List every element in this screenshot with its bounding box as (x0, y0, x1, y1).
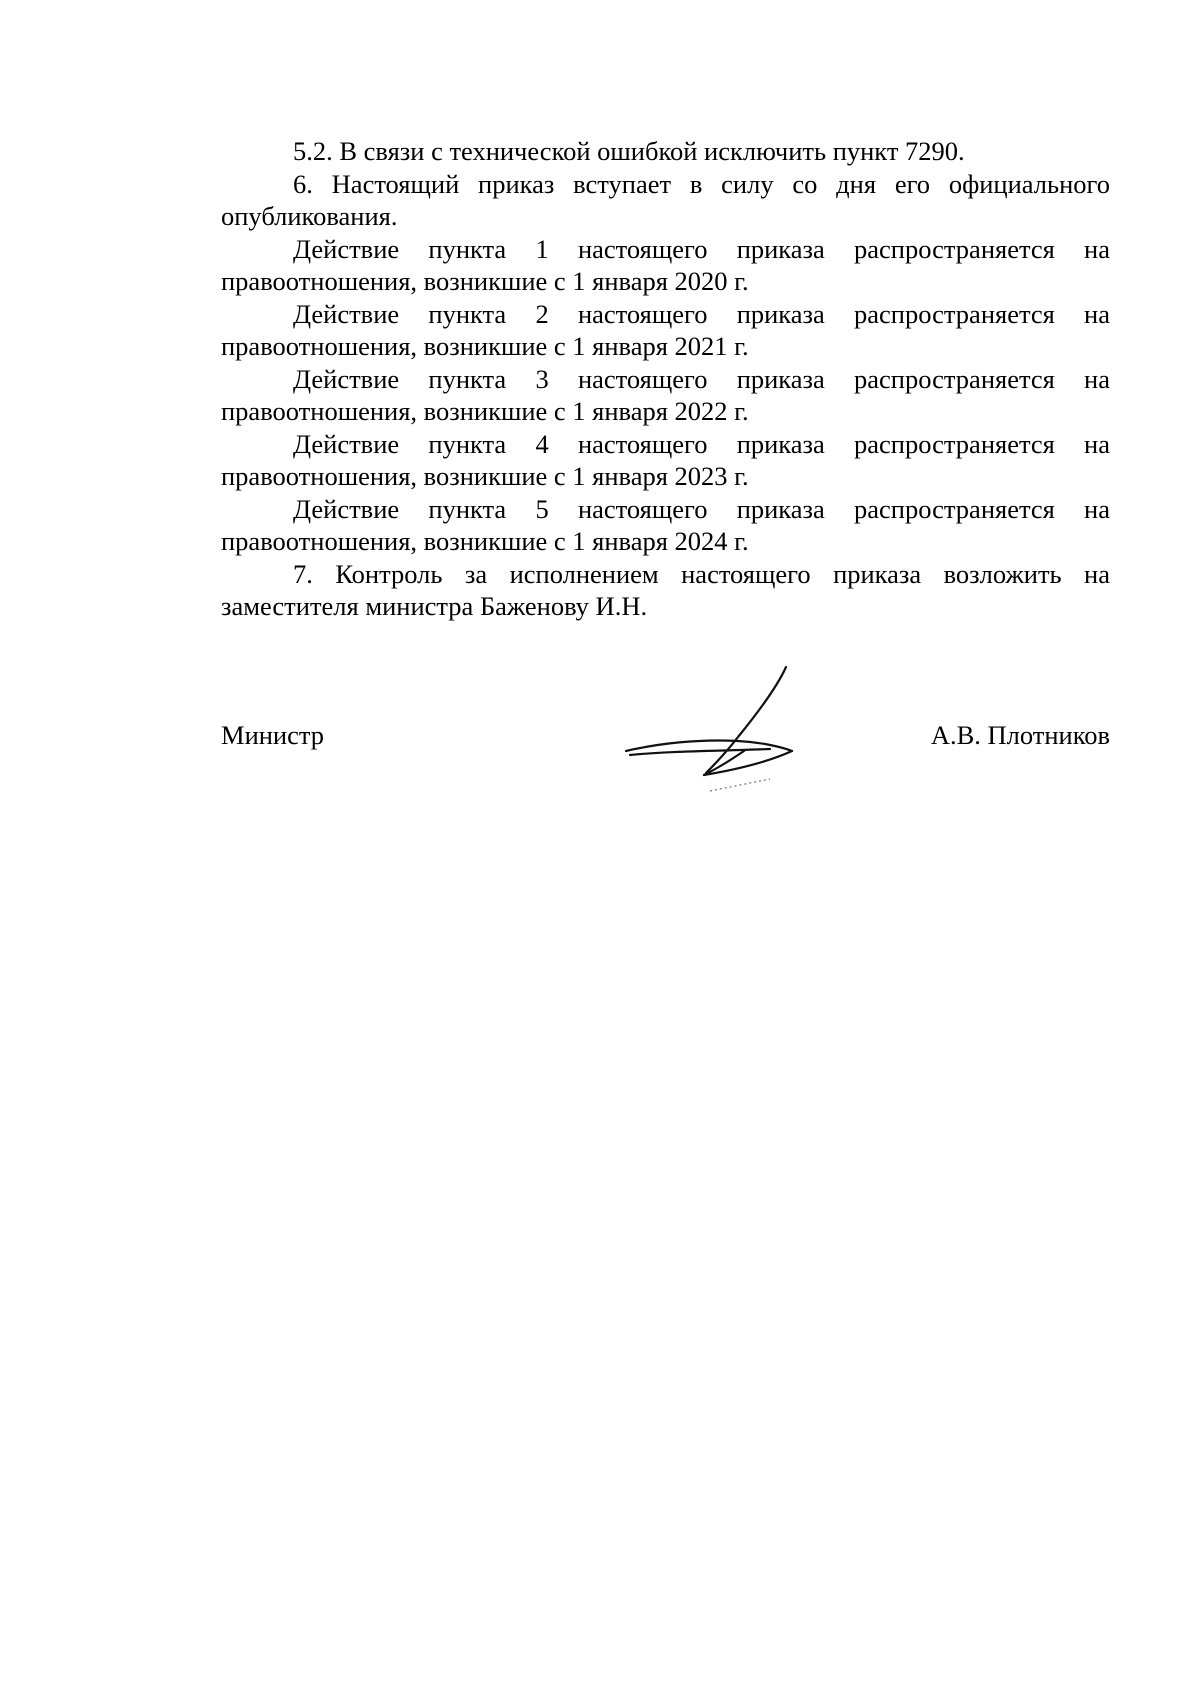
paragraph-effect-4: Действие пункта 4 настоящего приказа распространяется на правоотношения, возникшие с 1 января 2023 г. (221, 428, 1110, 491)
signatory-title: Министр (221, 720, 325, 750)
paragraph-effect-2: Действие пункта 2 настоящего приказа распространяется на правоотношения, возникшие с 1 января 2021 г. (221, 298, 1110, 361)
document-body (221, 135, 1110, 623)
paragraph-7: 7. Контроль за исполнением настоящего приказа возложить на заместителя министра Баженову И.Н. (221, 558, 1110, 621)
paragraph-5-2: 5.2. В связи с технической ошибкой исключить пункт 7290. (293, 136, 965, 166)
paragraph-effect-3: Действие пункта 3 настоящего приказа распространяется на правоотношения, возникшие с 1 января 2022 г. (221, 363, 1110, 426)
handwritten-signature-icon (620, 655, 810, 795)
signatory-name: А.В. Плотников (930, 720, 1110, 750)
paragraph-effect-1: Действие пункта 1 настоящего приказа распространяется на правоотношения, возникшие с 1 января 2020 г. (221, 233, 1110, 296)
paragraph-effect-5: Действие пункта 5 настоящего приказа распространяется на правоотношения, возникшие с 1 января 2024 г. (221, 493, 1110, 556)
paragraph-6: 6. Настоящий приказ вступает в силу со дня его официального опубликования. (221, 168, 1110, 231)
